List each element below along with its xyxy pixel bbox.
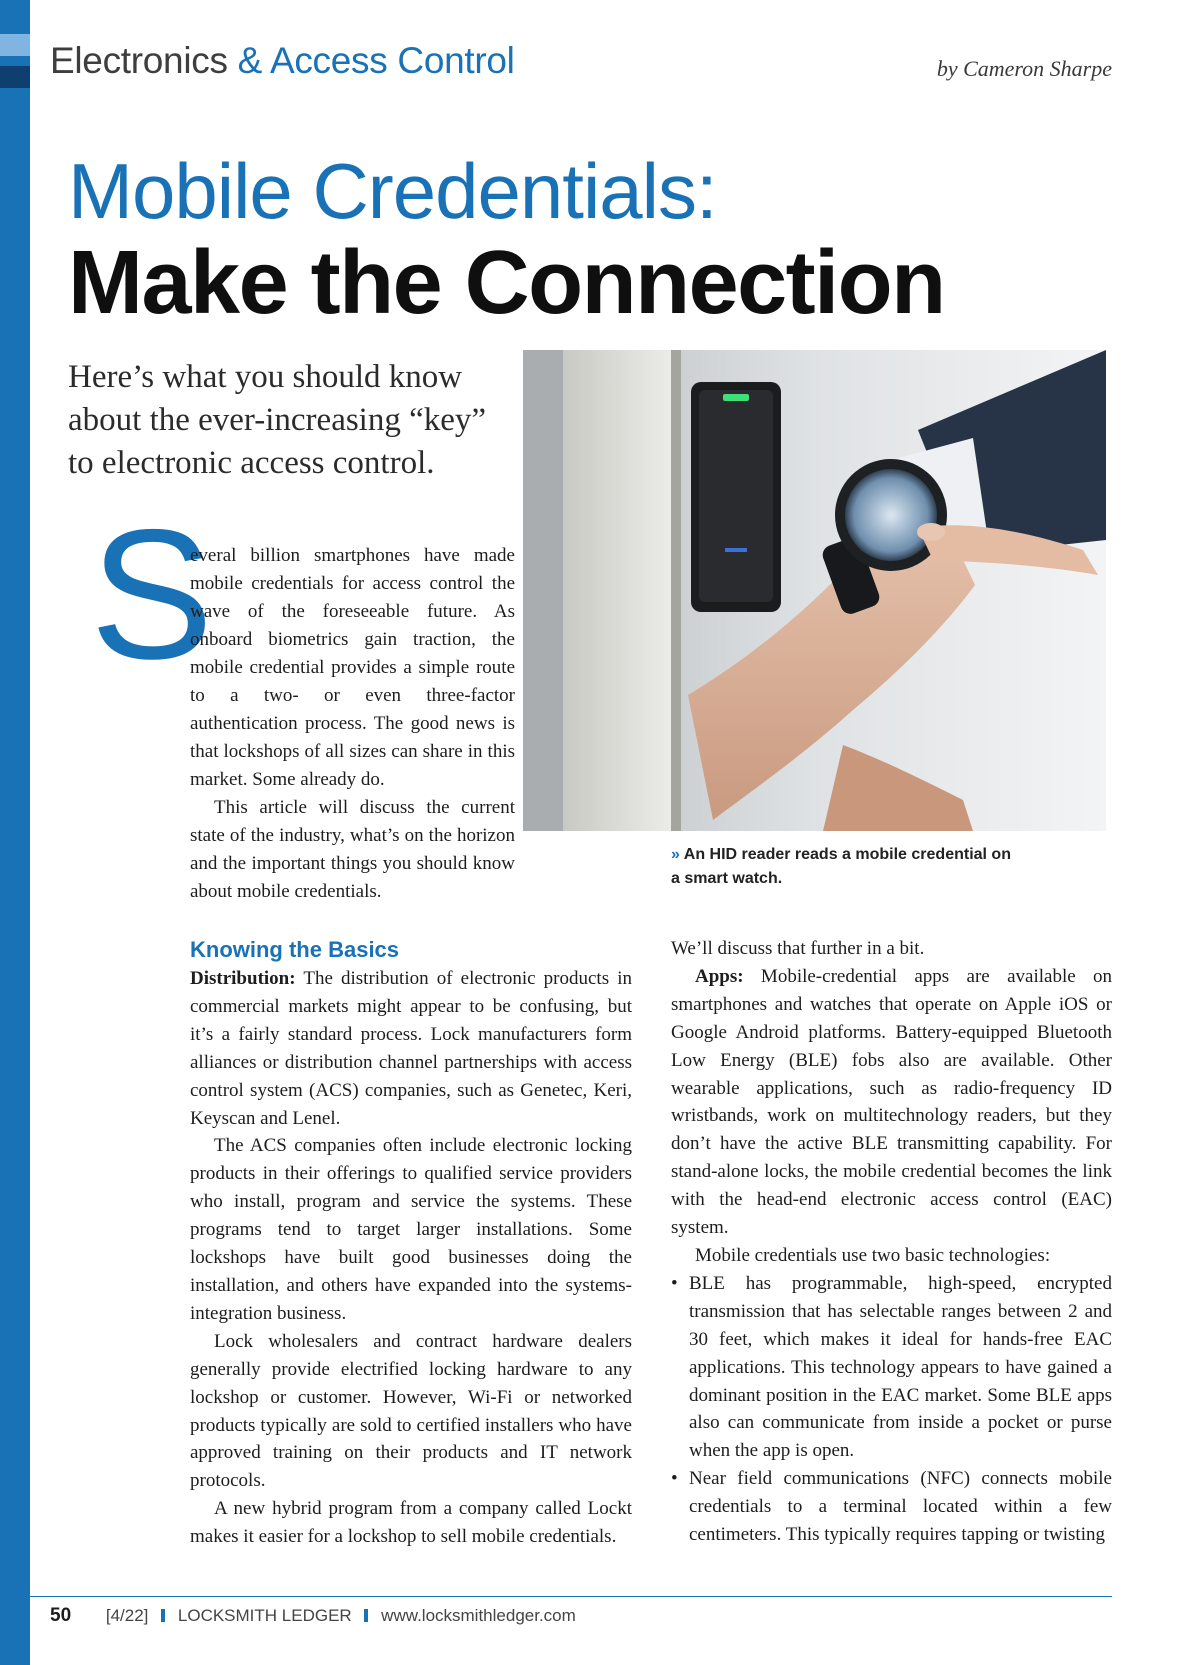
body-column-left <box>190 935 632 1551</box>
body-paragraph <box>671 963 1112 1242</box>
deck-line: to electronic access control. <box>68 445 435 481</box>
body-paragraph: A new hybrid program from a company called Lockt makes it easier for a lockshop to sell mobile credentials. <box>190 1498 632 1548</box>
list-item: • BLE has programmable, high-speed, encrypted transmission that has selectable ranges between 2 and 30 feet, which makes it ideal for hands-free EAC applications. This technology appears to have gained a dominant position in the EAC market. Some BLE apps also can communicate from inside a pocket or purse when the app is open. <box>689 1270 1112 1465</box>
drop-cap: S <box>90 492 214 698</box>
intro-text <box>190 542 515 906</box>
website-url: www.locksmithledger.com <box>381 1606 576 1625</box>
paragraph-text: Mobile-credential apps are available on smartphones and watches that operate on Apple iOS or Google Android platforms. Battery-equipped Bluetooth Low Energy (BLE) fobs also are available. Other wearable applications, such as radio-frequency ID wristbands, work on multitechnology readers, but they don’t have the active BLE transmitting capability. For stand-alone locks, the mobile credential becomes the link with the head-end electronic access control (EAC) system. <box>671 965 1112 1239</box>
photo-caption <box>671 843 1011 891</box>
publication-name: LOCKSMITH LEDGER <box>177 1606 352 1625</box>
separator-bar <box>364 1609 368 1622</box>
caption-text: An HID reader reads a mobile credential on a smart watch. <box>671 846 1011 887</box>
body-paragraph: Lock wholesalers and contract hardware dealers generally provide electrified locking hardware to any lockshop or customer. However, Wi-Fi or networked products typically are sold to certified installers who have approved training on their products and IT network protocols. <box>190 1330 632 1492</box>
deck-subtitle <box>68 356 508 485</box>
deck-line: about the ever-increasing “key” <box>68 402 487 438</box>
issue-date: [4/22] <box>105 1606 149 1625</box>
paragraph-text: The distribution of electronic products in commercial markets might appear to be confusing, but it’s a fairly standard process. Lock manufacturers form alliances or distribution channel partnerships with access control system (ACS) companies, such as Genetec, Keri, Keyscan and Lenel. <box>190 968 632 1129</box>
run-in-lead: Apps: <box>695 965 744 987</box>
chevron-right-icon: » <box>671 846 680 863</box>
list-item: • Near field communications (NFC) connects mobile credentials to a terminal located within a few centimeters. This typically requires tapping or twisting <box>689 1465 1112 1549</box>
separator-bar <box>161 1609 165 1622</box>
headline-line-2: Make the Connection <box>68 233 945 333</box>
section-subname: & Access Control <box>237 40 515 81</box>
deck-line: Here’s what you should know <box>68 359 463 395</box>
body-paragraph <box>190 965 632 1132</box>
subheading: Knowing the Basics <box>190 937 400 962</box>
photo-hid-reader-smartwatch <box>523 350 1106 831</box>
accent-block-light <box>0 34 30 56</box>
footer <box>50 1605 576 1627</box>
body-column-right <box>671 935 1112 1549</box>
section-header <box>50 40 515 82</box>
section-name: Electronics <box>50 40 228 81</box>
footer-rule <box>30 1596 1112 1597</box>
technology-list <box>671 1270 1112 1549</box>
intro-paragraph: everal billion smartphones have made mobile credentials for access control the wave of the foreseeable future. As onboard biometrics gain traction, the mobile credential provides a simple route to a two- or even three-factor authentication process. The good news is that lockshops of all sizes can share in this market. Some already do. <box>190 545 515 790</box>
byline: by Cameron Sharpe <box>936 56 1112 81</box>
body-paragraph: Mobile credentials use two basic technologies: <box>695 1244 1051 1266</box>
run-in-lead: Distribution: <box>190 968 296 989</box>
page-number: 50 <box>50 1605 72 1626</box>
headline-line-1: Mobile Credentials: <box>68 147 717 235</box>
left-accent-bar <box>0 0 30 1665</box>
body-paragraph: We’ll discuss that further in a bit. <box>671 938 925 959</box>
intro-paragraph: This article will discuss the current state of the industry, what’s on the horizon and the important things you should know about mobile credentials. <box>190 797 515 902</box>
body-paragraph: The ACS companies often include electronic locking products in their offerings to qualified service providers who install, program and service the systems. These programs tend to target larger installations. Some lockshops have built good businesses doing the installation, and others have expanded into the systems-integration business. <box>190 1135 632 1324</box>
accent-block-dark <box>0 66 30 88</box>
